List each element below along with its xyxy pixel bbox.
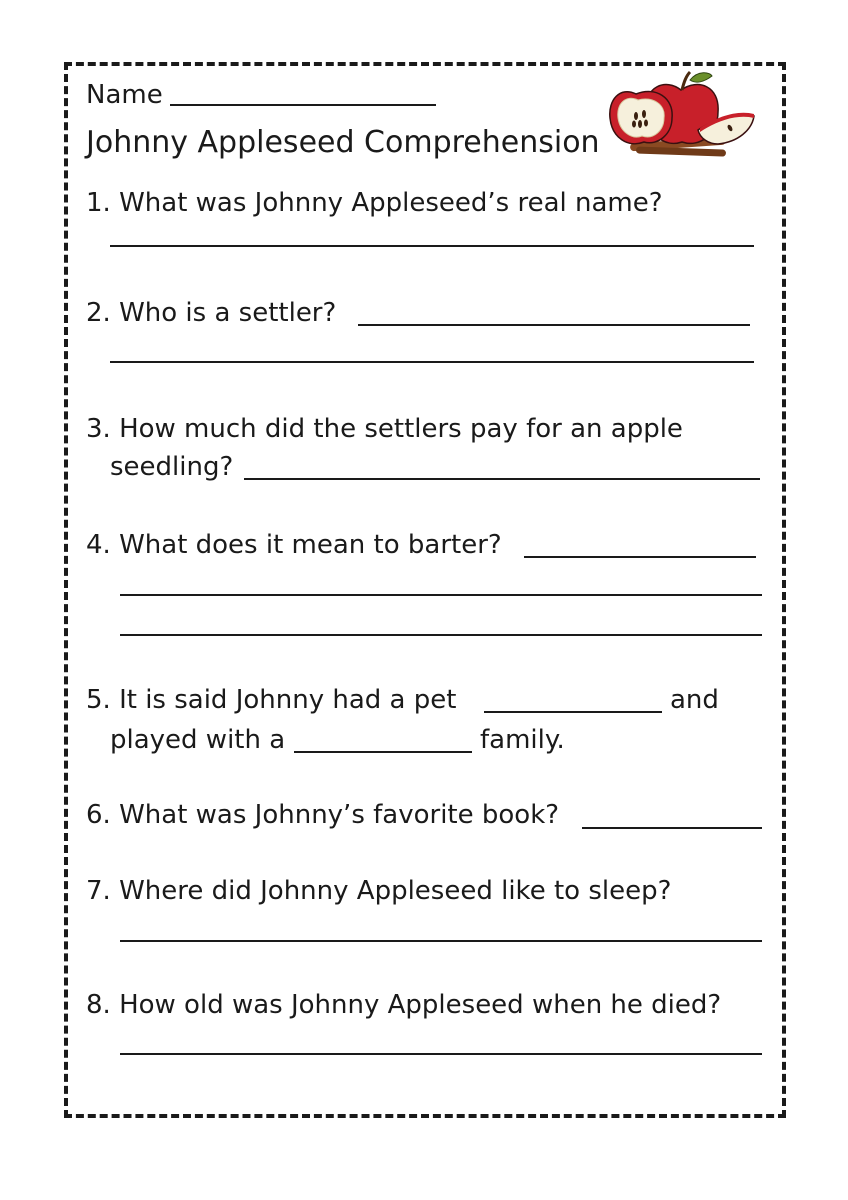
question-2: 2. Who is a settler? — [86, 298, 337, 328]
question-1: 1. What was Johnny Appleseed’s real name? — [86, 188, 663, 218]
answer-line-1[interactable] — [110, 245, 754, 247]
answer-line-3[interactable] — [244, 478, 760, 480]
name-label: Name — [86, 80, 163, 110]
answer-line-7[interactable] — [120, 940, 762, 942]
question-5-cont: played with a — [110, 725, 286, 755]
answer-line-6[interactable] — [582, 827, 762, 829]
question-6: 6. What was Johnny’s favorite book? — [86, 800, 560, 830]
question-7: 7. Where did Johnny Appleseed like to sleep? — [86, 876, 672, 906]
question-5-and: and — [670, 685, 719, 715]
apple-cinnamon-icon — [606, 68, 758, 160]
name-answer-line[interactable] — [170, 104, 436, 106]
answer-line-2a[interactable] — [358, 324, 750, 326]
page-title: Johnny Appleseed Comprehension — [86, 125, 600, 160]
question-3: 3. How much did the settlers pay for an apple — [86, 414, 683, 444]
dashed-border — [64, 62, 786, 1118]
answer-line-4a[interactable] — [524, 556, 756, 558]
answer-line-5a[interactable] — [484, 711, 662, 713]
question-8: 8. How old was Johnny Appleseed when he died? — [86, 990, 722, 1020]
answer-line-5b[interactable] — [294, 751, 472, 753]
question-5-family: family. — [480, 725, 565, 755]
answer-line-4c[interactable] — [120, 634, 762, 636]
answer-line-8[interactable] — [120, 1053, 762, 1055]
question-5: 5. It is said Johnny had a pet — [86, 685, 457, 715]
answer-line-2b[interactable] — [110, 361, 754, 363]
answer-line-4b[interactable] — [120, 594, 762, 596]
question-3-cont: seedling? — [110, 452, 234, 482]
question-4: 4. What does it mean to barter? — [86, 530, 502, 560]
